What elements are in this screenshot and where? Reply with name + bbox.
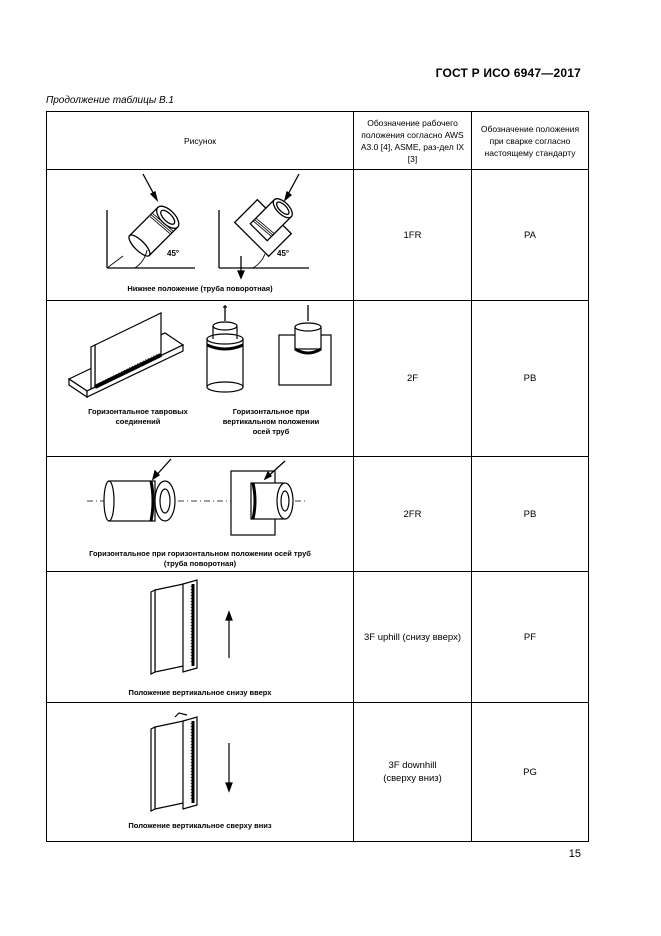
iso-code: PA	[472, 170, 589, 301]
figure-cell-3f-downhill	[47, 703, 354, 842]
table-row	[47, 170, 589, 301]
header-aws-text: Обозначение рабочего положения согласно AWS A3.0 [4], ASME, раз-дел IX [3]	[360, 117, 465, 164]
aws-code-cell	[354, 703, 472, 842]
header-aws	[354, 112, 472, 170]
figure-caption: Положение вертикальное сверху вниз	[128, 821, 272, 830]
figure-caption: Положение вертикальное снизу вверх	[128, 688, 272, 697]
table-row	[47, 703, 589, 842]
figure-caption: Нижнее положение (труба поворотная)	[127, 284, 273, 293]
figure-caption-tee: Горизонтальное тавровых соединений	[88, 407, 188, 426]
figure-caption: Горизонтальное при горизонтальном положении осей труб (труба поворотная)	[89, 549, 311, 568]
pipe-flat-rotating-figure	[47, 170, 353, 300]
vertical-uphill-figure	[47, 572, 353, 702]
aws-code: 1FR	[354, 170, 472, 301]
document-header: ГОСТ Р ИСО 6947—2017	[435, 66, 581, 80]
table-row	[47, 301, 589, 457]
table-continuation-label: Продолжение таблицы В.1	[46, 95, 174, 106]
welding-positions-table	[46, 111, 589, 842]
figure-caption-vertical-pipe: Горизонтальное при вертикальном положении осей труб	[222, 407, 320, 436]
angle-label-left: 45°	[167, 249, 180, 258]
iso-code: PB	[472, 301, 589, 457]
table-header-row	[47, 112, 589, 170]
table-row	[47, 572, 589, 703]
figure-cell-3f-uphill	[47, 572, 354, 703]
iso-code: PF	[472, 572, 589, 703]
aws-code: 2FR	[354, 457, 472, 572]
header-iso	[472, 112, 589, 170]
table-row	[47, 457, 589, 572]
aws-code-line1: 3F downhill	[388, 760, 437, 771]
figure-cell-2f	[47, 301, 354, 457]
iso-code: PB	[472, 457, 589, 572]
figure-cell-1fr	[47, 170, 354, 301]
angle-label-right: 45°	[277, 249, 290, 258]
page-number: 15	[568, 848, 581, 860]
aws-code: 2F	[354, 301, 472, 457]
iso-code: PG	[472, 703, 589, 842]
header-iso-text: Обозначение положения при сварке согласно настоящему стандарту	[480, 123, 580, 158]
figure-cell-2fr	[47, 457, 354, 572]
aws-code-line2: (сверху вниз)	[383, 773, 442, 784]
aws-code: 3F uphill (снизу вверх)	[354, 572, 472, 703]
header-figure: Рисунок	[47, 112, 354, 170]
